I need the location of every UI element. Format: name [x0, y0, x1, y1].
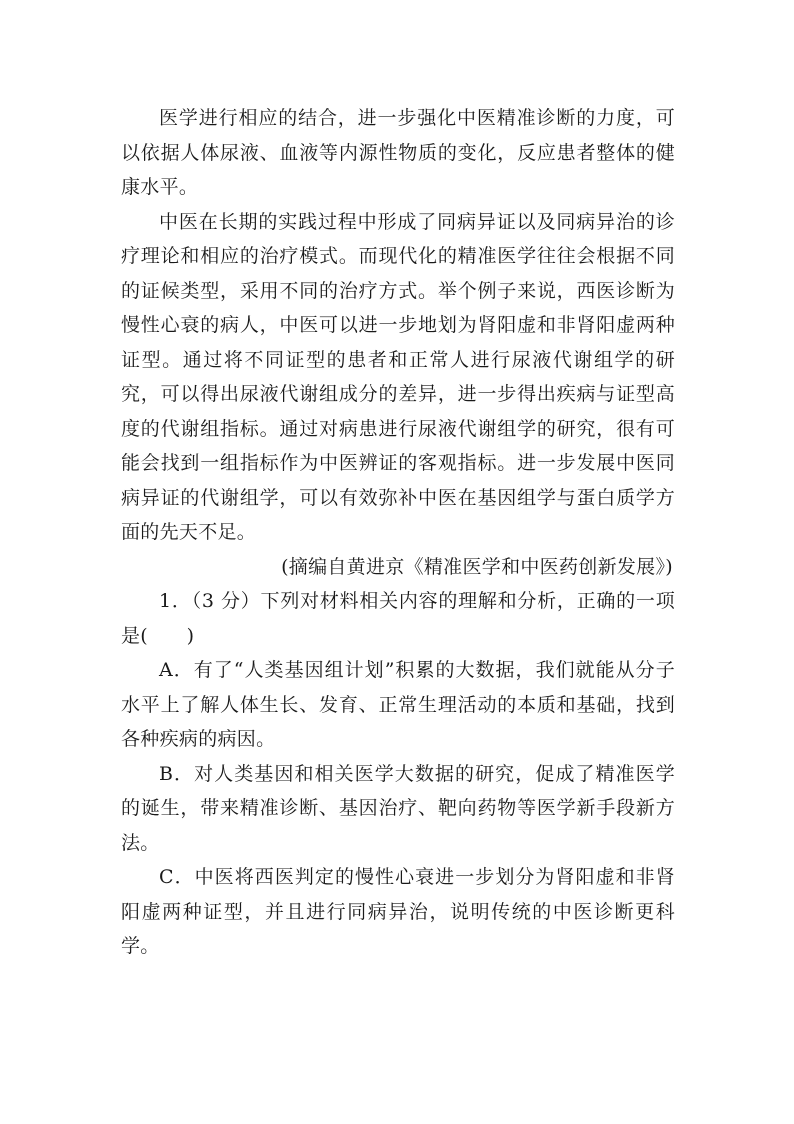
option-b: B．对人类基因和相关医学大数据的研究，促成了精准医学的诞生，带来精准诊断、基因治疗、靶向药物等医学新手段新方法。 [121, 762, 675, 854]
paragraph-tcm-syndrome: 中医在长期的实践过程中形成了同病异证以及同病异治的诊疗理论和相应的治疗模式。而现代化的精准医学往往会根据不同的证候类型，采用不同的治疗方式。举个例子来说，西医诊断为慢性心衰的病人，中医可以进一步地划为肾阳虚和非肾阳虚两种证型。通过将不同证型的患者和正常人进行尿液代谢组学的研究，可以得出尿液代谢组成分的差异，进一步得出疾病与证型高度的代谢组指标。通过对病患进行尿液代谢组学的研究，很有可能会找到一组指标作为中医辨证的客观指标。进一步发展中医同病异证的代谢组学，可以有效弥补中医在基因组学与蛋白质学方面的先天不足。 [121, 210, 675, 543]
option-a: A．有了“人类基因组计划”积累的大数据，我们就能从分子水平上了解人体生长、发育、正常生理活动的本质和基础，找到各种疾病的病因。 [121, 659, 675, 750]
document-body [121, 101, 675, 964]
question-stem: 1．（3 分）下列对材料相关内容的理解和分析，正确的一项是( ) [121, 590, 675, 647]
paragraph-continuation: 医学进行相应的结合，进一步强化中医精准诊断的力度，可以依据人体尿液、血液等内源性物质的变化，反应患者整体的健康水平。 [121, 107, 675, 198]
option-c: C．中医将西医判定的慢性心衰进一步划分为肾阳虚和非肾阳虚两种证型，并且进行同病异治，说明传统的中医诊断更科学。 [121, 866, 675, 957]
source-attribution: (摘编自黄进京《精准医学和中医药创新发展》) [281, 555, 673, 578]
